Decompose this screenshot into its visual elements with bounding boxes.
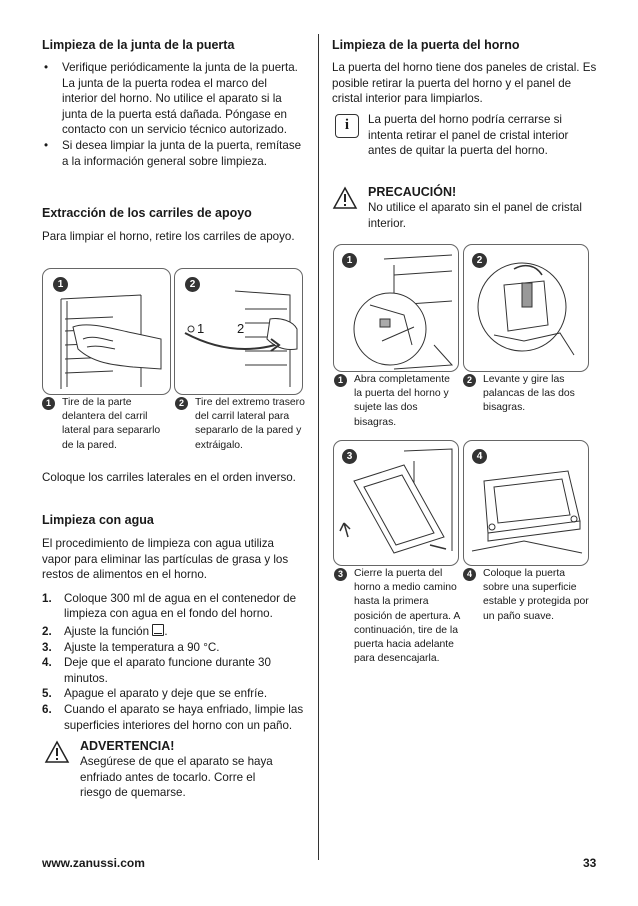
- door-figure-3: [333, 440, 459, 566]
- door-illustration-4: [464, 441, 588, 565]
- door-caption-2: 2 Levante y gire las palancas de las dos bisagras.: [463, 373, 589, 416]
- caution-text: No utilice el aparato sin el panel de cristal interior.: [368, 201, 582, 230]
- door-figure-1: [333, 244, 459, 372]
- water-step: 4. Deje que el aparato funcione durante 30 minutos.: [42, 656, 271, 685]
- gasket-bullet-1: • Verifique periódicamente la junta de la puerta. La junta de la puerta rodea el marco del interior del horno. No utilice el aparato si la junta de la puerta está dañada. Póngase en contacto con un servicio técnico autorizado.: [42, 60, 304, 138]
- rails-heading: Extracción de los carriles de apoyo: [42, 206, 252, 220]
- caution-title: PRECAUCIÓN!: [368, 185, 457, 199]
- water-cleaning-function-icon: [152, 624, 164, 636]
- door-heading: Limpieza de la puerta del horno: [332, 38, 520, 52]
- rails-section: [42, 205, 304, 245]
- caption-badge: 1: [334, 374, 347, 387]
- water-step: 1. Coloque 300 ml de agua en el contenedor de limpieza con agua en el fondo del horno.: [42, 591, 297, 621]
- figure-badge: 1: [53, 277, 68, 292]
- door-illustration-3: [334, 441, 458, 565]
- info-icon: i: [335, 114, 359, 138]
- warning-text: Asegúrese de que el aparato se haya enfriado antes de tocarlo. Corre el riesgo de quemarse.: [80, 755, 273, 800]
- door-caption-3: 3 Cierre la puerta del horno a medio camino hasta la primera posición de apertura. A continuación, tire de la puerta hacia adelante para desencajarla.: [334, 567, 460, 666]
- figure-badge: 3: [342, 449, 357, 464]
- page-number: 33: [583, 856, 597, 870]
- rails-caption-1: 1 Tire de la parte delantera del carril lateral para separarlo de la pared.: [42, 396, 174, 453]
- door-caption-4: 4 Coloque la puerta sobre una superficie estable y protegida por un paño suave.: [463, 567, 589, 624]
- rails-figure-2: [174, 268, 303, 395]
- column-divider: [318, 34, 319, 860]
- rails-outro: Coloque los carriles laterales en el orden inverso.: [42, 471, 296, 484]
- door-caption-1: 1 Abra completamente la puerta del horno y sujete las dos bisagras.: [334, 373, 460, 430]
- caption-badge: 1: [42, 397, 55, 410]
- gasket-heading: Limpieza de la junta de la puerta: [42, 38, 235, 52]
- water-step: 2. Ajuste la función .: [42, 624, 168, 638]
- rails-illustration-1: [43, 269, 170, 394]
- footer-website[interactable]: www.zanussi.com: [42, 856, 145, 870]
- gasket-section: [42, 37, 304, 169]
- warning-icon: [44, 740, 70, 764]
- water-step: 3. Ajuste la temperatura a 90 °C.: [42, 640, 220, 654]
- rails-caption-2: 2 Tire del extremo trasero del carril lateral para separarlo de la pared y extráigalo.: [175, 396, 307, 453]
- door-figure-2: [463, 244, 589, 372]
- door-intro: La puerta del horno tiene dos paneles de cristal. Es posible retirar la puerta del horno y el panel de cristal interior para limpiarlos.: [332, 61, 597, 106]
- door-illustration-2: [464, 245, 588, 371]
- rails-figure-1: [42, 268, 171, 395]
- gasket-bullet-2: • Si desea limpiar la junta de la puerta, remítase a la información general sobre limpieza.: [42, 138, 304, 169]
- caution-block: [368, 184, 588, 231]
- rails-arrow-label-1: 1: [197, 321, 205, 336]
- warning-title: ADVERTENCIA!: [80, 739, 175, 753]
- water-step: 5. Apague el aparato y deje que se enfríe.: [42, 687, 268, 701]
- door-illustration-1: [334, 245, 458, 371]
- water-section: [42, 512, 304, 733]
- caption-badge: 3: [334, 568, 347, 581]
- caption-badge: 2: [175, 397, 188, 410]
- door-figure-4: [463, 440, 589, 566]
- figure-badge: 2: [185, 277, 200, 292]
- caption-badge: 4: [463, 568, 476, 581]
- figure-badge: 1: [342, 253, 357, 268]
- caption-badge: 2: [463, 374, 476, 387]
- figure-badge: 4: [472, 449, 487, 464]
- info-text: La puerta del horno podría cerrarse si intenta retirar el panel de cristal interior antes de quitar la puerta del horno.: [368, 113, 569, 158]
- water-intro: El procedimiento de limpieza con agua utiliza vapor para eliminar las partículas de grasa y los restos de alimentos en el horno.: [42, 537, 289, 582]
- water-step: 6. Cuando el aparato se haya enfriado, limpie las superficies interiores del horno con un paño.: [42, 702, 304, 732]
- caution-icon: [332, 186, 358, 210]
- rails-intro: Para limpiar el horno, retire los carriles de apoyo.: [42, 230, 295, 243]
- rails-arrow-label-2: 2: [237, 321, 245, 336]
- warning-block: [80, 738, 280, 801]
- door-section: [332, 37, 604, 107]
- figure-badge: 2: [472, 253, 487, 268]
- water-heading: Limpieza con agua: [42, 513, 154, 527]
